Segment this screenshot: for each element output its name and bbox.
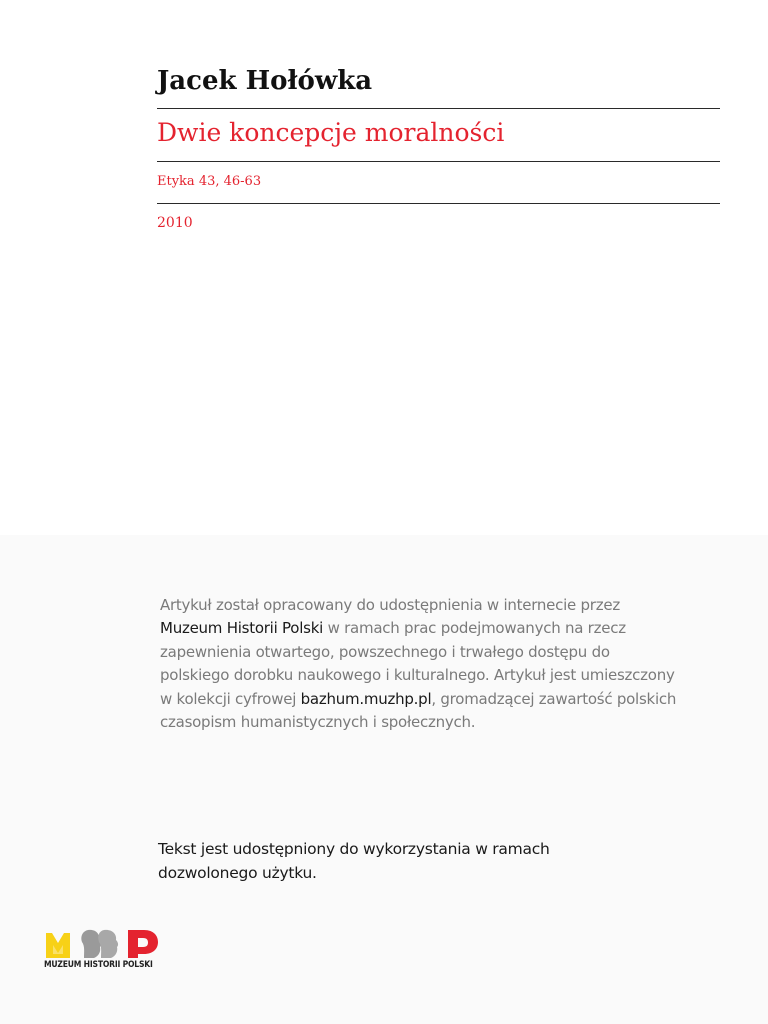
publication-year: 2010 [157,215,193,231]
notice-line: czasopism humanistycznych i społecznych. [160,713,476,732]
notice-text: w ramach prac podejmowanych na rzecz [323,619,626,638]
notice-line [160,617,740,640]
museum-name: Muzeum Historii Polski [160,619,324,638]
journal-citation: Etyka 43, 46-63 [157,174,262,189]
collection-link[interactable]: bazhum.muzhp.pl [300,689,432,708]
digitization-notice [160,594,740,734]
notice-line: Artykuł został opracowany do udostępnienia w internecie przez [160,596,620,614]
license-notice [158,838,658,885]
license-line: Tekst jest udostępniony do wykorzystania w ramach [158,840,550,858]
notice-line: zapewnienia otwartego, powszechnego i trwałego dostępu do [160,642,610,661]
author-name: Jacek Hołówka [157,66,373,96]
notice-line [160,688,740,711]
notice-line: polskiego dorobku naukowego i kulturalnego. Artykuł jest umieszczony [160,666,675,685]
license-line: dozwolonego użytku. [158,863,317,882]
divider [157,161,720,162]
divider [157,108,720,109]
notice-text: , gromadzącej zawartość polskich [431,689,677,708]
logo-caption: MUZEUM HISTORII POLSKI [44,960,153,970]
divider [157,203,720,204]
notice-text: w kolekcji cyfrowej [160,689,301,708]
article-title: Dwie koncepcje moralności [157,118,505,147]
